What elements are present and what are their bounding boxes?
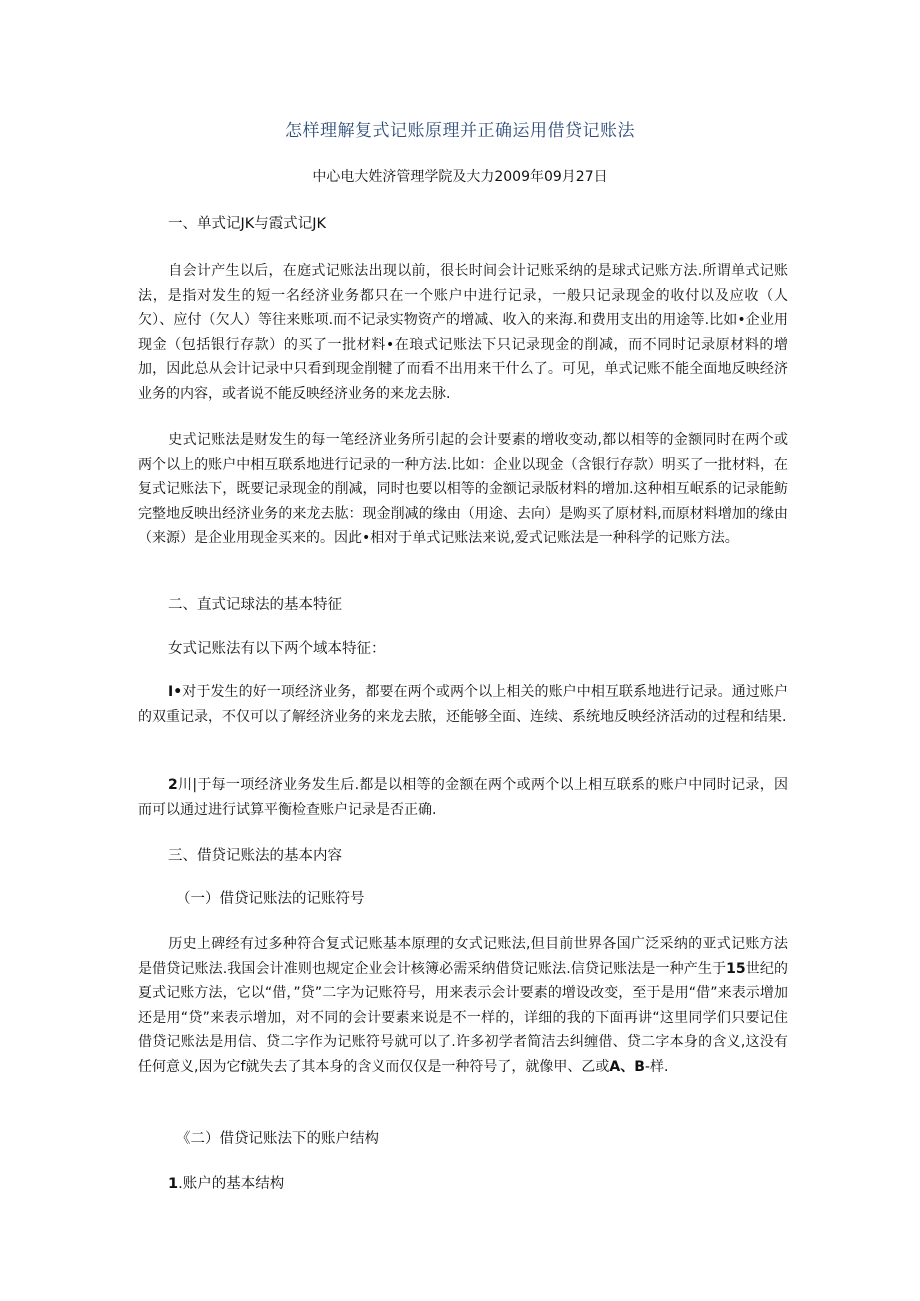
section-heading-1: 一、单式记JK与霞式记JK	[168, 216, 327, 232]
section-heading-3: 三、借贷记账法的基本内容	[168, 848, 342, 864]
paragraph-6-text-a: 历史上碑经有过多种符合复式记账基本原理的女式记账法,但目前世界各国广泛采纳的亚式记账方法是借贷记账法.我国会计准则也规定企业会计核簿必需采纳借贷记账法.信贷记账法是一种产生于	[138, 936, 788, 977]
paragraph-6-text-e: -样.	[644, 1058, 669, 1075]
subsection-heading-3-2-1	[168, 1172, 284, 1193]
subsection-heading-3-2: 《二）借贷记账法下的账户结构	[176, 1131, 379, 1147]
paragraph-2-text: 史式记账法是财发生的每一笔经济业务所引起的会计要素的增收变动,都以相等的金额同时在两个或两个以上的账户中相互联系地进行记录的一种方法.比如：企业以现金（含银行存款）明买了一批材料，在复式记账法下，既要记录现金的削减，同时也要以相等的金额记录版材料的增加.这种相互岷系的记录能鲂完整地反映出经济业务的来龙去肱：现金削减的缘由（用途、去向）是购买了原材料,而原材料增加的缘由（来源）是企业用现金买来的。因此•相对于单式记账法来说,爱式记账法是一种科学的记账方法。	[138, 432, 788, 546]
paragraph-6	[138, 932, 788, 1079]
paragraph-3: 女式记账法有以下两个域本特征：	[168, 641, 386, 657]
paragraph-6-text-c: 世纪的夏式记账方法，它以“借，”贷”二字为记账符号，用来表示会计要素的增设改变，至于是用“借”来表示增加还是用“贷”来表示增加，对不同的会计要素来说是不一样的，详细的我的下面再讲“这里同学们只要记住借贷记账法是用信、贷二字作为记账符号就可以了.许多初学者简洁去纠缠借、贷二字本身的含义,这没有任何意义,因为它f就失去了其本身的含义而仅仅是一种符号了，就像甲、乙或	[138, 960, 789, 1075]
subsection-heading-3-1: （一）借贷记账法的记账符号	[176, 891, 365, 907]
paragraph-6-century: 15	[726, 960, 746, 977]
document-byline: 中心电大姓济管理学院及大力2009年09月27日	[312, 169, 608, 185]
paragraph-6-letters: A、B	[609, 1058, 645, 1075]
paragraph-1	[138, 259, 788, 406]
paragraph-4-number: I•	[168, 684, 183, 700]
paragraph-1-text: 自会计产生以后，在庭式记账法出现以前，很长时间会计记账采纳的是球式记账方法.所谓单式记账法，是指对发生的短一名经济业务都只在一个账户中进行记录，一般只记录现金的收付以及应收（人欠）、应付（欠人）等往来账项.而不记录实物资产的增减、收入的来海.和费用支出的用途等.比如•企业用现金（包括银行存款）的买了一批材料•在琅式记账法下只记录现金的削减，而不同时记录原材料的增加，因此总从会计记录中只看到现金削犍了而看不出用来干什么了。可见，单式记账不能全面地反映经济业务的内容，或者说不能反映经济业务的来龙去脉.	[138, 263, 788, 402]
paragraph-5	[138, 773, 788, 822]
subsection-3-2-1-text: .账户的基本结构	[178, 1176, 285, 1192]
paragraph-5-number: 2	[168, 777, 178, 793]
document-title: 怎样理解复式记账原理并正确运用借贷记账法	[285, 121, 635, 141]
paragraph-2	[138, 428, 788, 551]
paragraph-5-text: 川|于每一项经济业务发生后.都是以相等的金额在两个或两个以上相互联系的账户中同时记录，因而可以通过进行试算平衡检查账户记录是否正确.	[138, 777, 788, 818]
paragraph-4	[138, 680, 788, 729]
section-heading-2: 二、直式记球法的基本特征	[168, 597, 342, 613]
subsection-3-2-1-number: 1	[168, 1176, 179, 1192]
paragraph-4-text: 对于发生的好一项经济业务，都要在两个或两个以上相关的账户中相互联系地进行记录。通过账户的双重记录，不仅可以了解经济业务的来龙去脓，还能够全面、连续、系统地反映经济活动的过程和结果.	[138, 684, 788, 725]
